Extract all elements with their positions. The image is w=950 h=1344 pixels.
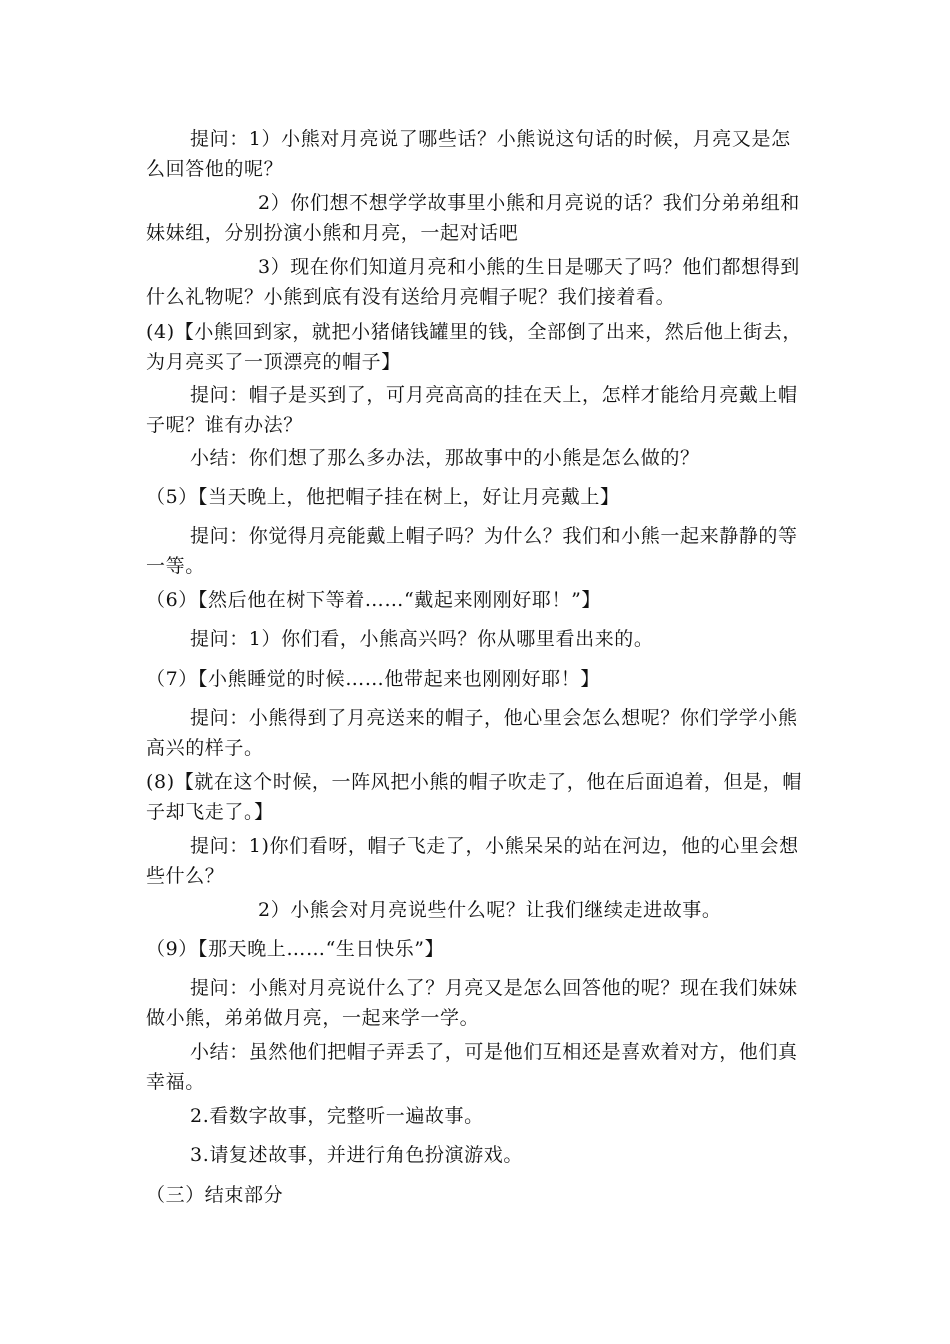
story-segment-9: （9）【那天晚上……“生日快乐”】 <box>146 938 445 960</box>
activity-2: 2.看数字故事，完整听一遍故事。 <box>190 1105 484 1127</box>
section-heading-ending: （三）结束部分 <box>146 1184 284 1206</box>
question-5: 提问：你觉得月亮能戴上帽子吗？为什么？我们和小熊一起来静静的等一等。 <box>146 525 798 577</box>
question-1: 提问：1）小熊对月亮说了哪些话？小熊说这句话的时候，月亮又是怎么回答他的呢？ <box>146 128 791 180</box>
question-3: 3）现在你们知道月亮和小熊的生日是哪天了吗？他们都想得到什么礼物呢？小熊到底有没有送给月亮帽子呢？我们接着看。 <box>146 256 800 308</box>
story-segment-4: (4)【小熊回到家，就把小猪储钱罐里的钱，全部倒了出来，然后他上街去，为月亮买了一顶漂亮的帽子】 <box>146 321 802 373</box>
question-6: 提问：1）你们看，小熊高兴吗？你从哪里看出来的。 <box>190 628 654 650</box>
question-4: 提问：帽子是买到了，可月亮高高的挂在天上，怎样才能给月亮戴上帽子呢？谁有办法？ <box>146 384 798 436</box>
summary-2: 小结：虽然他们把帽子弄丢了，可是他们互相还是喜欢着对方，他们真幸福。 <box>146 1041 798 1093</box>
story-segment-8: (8)【就在这个时候，一阵风把小熊的帽子吹走了，他在后面追着，但是，帽子却飞走了。】 <box>146 771 802 823</box>
question-10: 提问：小熊对月亮说什么了？月亮又是怎么回答他的呢？现在我们妹妹做小熊，弟弟做月亮，一起来学一学。 <box>146 977 798 1029</box>
question-8: 提问：1)你们看呀，帽子飞走了，小熊呆呆的站在河边，他的心里会想些什么？ <box>146 835 799 887</box>
story-segment-5: （5）【当天晚上，他把帽子挂在树上，好让月亮戴上】 <box>146 486 620 508</box>
summary-1: 小结：你们想了那么多办法，那故事中的小熊是怎么做的？ <box>190 447 700 469</box>
question-7: 提问：小熊得到了月亮送来的帽子，他心里会怎么想呢？你们学学小熊高兴的样子。 <box>146 707 798 759</box>
question-9: 2）小熊会对月亮说些什么呢？让我们继续走进故事。 <box>258 899 722 921</box>
question-2: 2）你们想不想学学故事里小熊和月亮说的话？我们分弟弟组和妹妹组，分别扮演小熊和月亮，一起对话吧 <box>146 192 800 244</box>
story-segment-6: （6）【然后他在树下等着……“戴起来刚刚好耶！”】 <box>146 589 602 611</box>
story-segment-7: （7）【小熊睡觉的时候……他带起来也刚刚好耶！】 <box>146 668 600 690</box>
activity-3: 3.请复述故事，并进行角色扮演游戏。 <box>190 1144 523 1166</box>
